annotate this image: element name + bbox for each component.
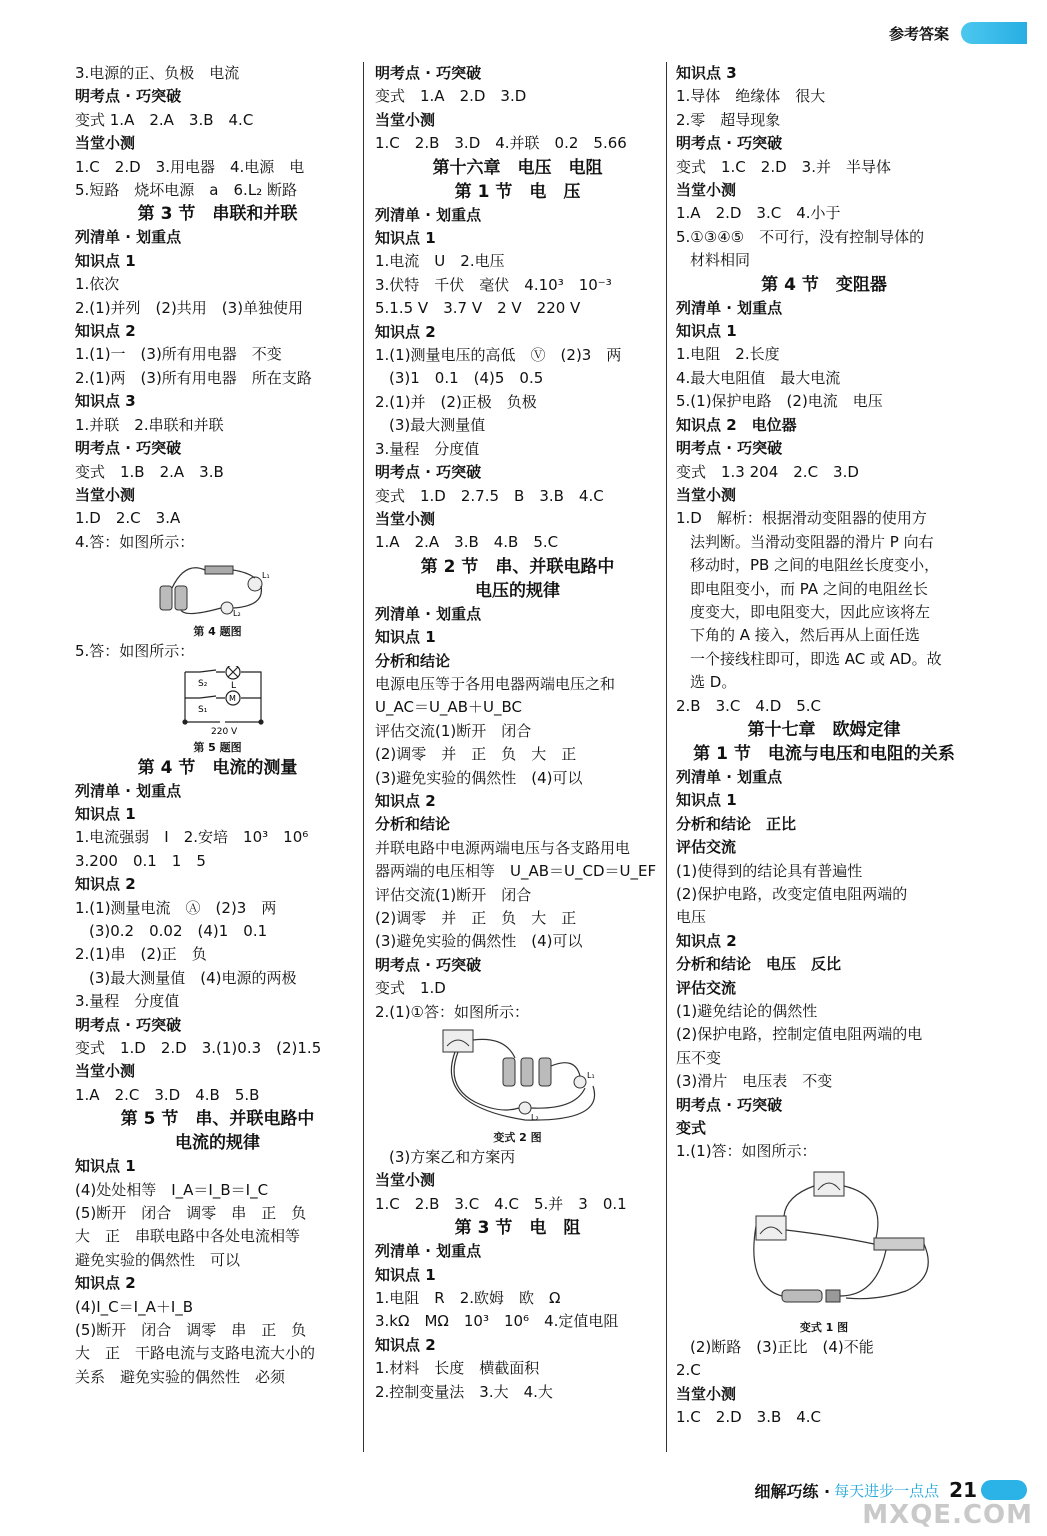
text-line: 并联电路中电源两端电压与各支路用电 [375, 838, 631, 857]
section-title: 电压的规律 [475, 580, 560, 601]
label-s1: S₁ [198, 704, 208, 715]
text-line: 4.答：如图所示： [75, 532, 195, 551]
text-line: 2.(1)并列 (2)共用 (3)单独使用 [75, 298, 304, 317]
subheading: 明考点 · 巧突破 [75, 1015, 182, 1034]
subheading: 知识点 1 [75, 1157, 136, 1176]
text-line: 2.(1)两 (3)所有用电器 所在支路 [75, 368, 312, 387]
subheading: 知识点 2 [75, 1274, 136, 1293]
figure-caption: 第 5 题图 [193, 740, 242, 754]
section-title: 第 5 节 串、并联电路中 [120, 1109, 315, 1130]
column-divider-1 [363, 62, 364, 1452]
text-line: 变式 1.A 2.A 3.B 4.C [75, 110, 254, 129]
text-line: 1.A 2.A 3.B 4.B 5.C [375, 533, 559, 552]
subheading: 评估交流 [676, 838, 737, 857]
subheading: 知识点 2 [375, 791, 436, 810]
subheading: 变式 [676, 1119, 707, 1138]
text-line: 材料相同 [690, 251, 751, 270]
subheading: 知识点 3 [676, 64, 737, 82]
text-line: (3)滑片 电压表 不变 [676, 1072, 833, 1091]
text-line: (3)方案乙和方案丙 [389, 1148, 516, 1167]
text-line: 关系 避免实验的偶然性 必须 [75, 1367, 286, 1386]
text-line: (3)最大测量值 [389, 416, 486, 435]
text-line: 1.依次 [75, 275, 120, 294]
subheading: 知识点 2 电位器 [676, 415, 797, 434]
figure-caption: 第 4 题图 [193, 625, 242, 639]
section-title: 第 1 节 电 压 [454, 181, 581, 202]
text-line: 大 正 干路电流与支路电流大小的 [75, 1344, 316, 1363]
subheading: 当堂小测 [75, 134, 136, 153]
subheading: 分析和结论 正比 [676, 814, 797, 833]
subheading: 当堂小测 [75, 1062, 136, 1081]
section-title: 第 4 节 变阻器 [761, 274, 887, 295]
text-line: 器两端的电压相等 U_AB＝U_CD＝U_EF [375, 862, 657, 881]
figure-q5 [75, 666, 360, 756]
subheading: 知识点 2 [75, 875, 136, 894]
subheading: 知识点 1 [676, 322, 737, 341]
subheading: 知识点 1 [375, 1265, 436, 1284]
page-number: 21 [949, 1478, 977, 1502]
text-line: 5.1.5 V 3.7 V 2 V 220 V [375, 299, 581, 318]
text-line: 电源电压等于各用电器两端电压之和 [375, 674, 616, 693]
text-line: 度变大，即电阻变大，因此应该将左 [690, 602, 931, 621]
text-line: 2.零 超导现象 [676, 110, 781, 129]
subheading: 明考点 · 巧突破 [676, 1095, 783, 1114]
text-line: 变式 1.3 204 2.C 3.D [676, 462, 859, 481]
text-line: (3)1 0.1 (4)5 0.5 [389, 369, 544, 388]
text-line: 1.C 2.D 3.用电器 4.电源 电 [75, 157, 305, 176]
subheading: 知识点 2 [75, 322, 136, 341]
subheading: 当堂小测 [375, 110, 436, 129]
subheading: 列清单 · 划重点 [75, 781, 182, 800]
text-line: 1.C 2.B 3.D 4.并联 0.2 5.66 [375, 134, 627, 153]
text-line: (2)保护电路，控制定值电阻两端的电 [676, 1025, 923, 1044]
subheading: 明考点 · 巧突破 [75, 87, 182, 106]
text-line: 2.B 3.C 4.D 5.C [676, 696, 822, 715]
answer-column-2 [375, 62, 660, 1404]
watermark: MXQE.COM [862, 1500, 1033, 1530]
answer-column-1 [75, 62, 360, 1389]
text-line: (2)保护电路，改变定值电阻两端的 [676, 885, 908, 903]
header-title: 参考答案 [888, 24, 949, 43]
chapter-title: 第十六章 电压 电阻 [432, 157, 603, 178]
circuit-photo-variant-2 [375, 1026, 660, 1126]
circuit-diagram-q5 [75, 666, 360, 736]
subheading: 知识点 1 [375, 628, 436, 647]
label-m: M [229, 693, 236, 703]
subheading: 知识点 1 [75, 251, 136, 270]
text-line: 1.导体 绝缘体 很大 [676, 87, 826, 106]
text-line: (3)0.2 0.02 (4)1 0.1 [89, 921, 268, 940]
figure-variant-2 [375, 1026, 660, 1146]
text-line: (2)调零 并 正 负 大 正 [375, 909, 577, 927]
text-line: 1.(1)测量电流 Ⓐ (2)3 两 [75, 898, 277, 917]
text-line: (5)断开 闭合 调零 串 正 负 [75, 1204, 307, 1223]
text-line: 5.(1)保护电路 (2)电流 电压 [676, 392, 883, 411]
subheading: 明考点 · 巧突破 [75, 439, 182, 458]
subheading: 知识点 2 [375, 322, 436, 341]
subheading: 知识点 2 [375, 1335, 436, 1354]
text-line: 3.kΩ MΩ 10³ 10⁶ 4.定值电阻 [375, 1312, 619, 1331]
label-l: L [231, 680, 237, 691]
svg-text:L₁: L₁ [262, 571, 270, 581]
subheading: 知识点 1 [375, 229, 436, 248]
subheading: 当堂小测 [375, 1171, 436, 1190]
text-line: 变式 1.D 2.D 3.(1)0.3 (2)1.5 [75, 1039, 322, 1057]
figure-caption: 变式 2 图 [493, 1131, 542, 1145]
section-title: 第 4 节 电流的测量 [137, 757, 298, 778]
text-line: (2)调零 并 正 负 大 正 [375, 745, 577, 764]
text-line: 评估交流(1)断开 闭合 [375, 721, 532, 740]
subheading: 当堂小测 [676, 1384, 737, 1403]
text-line: 变式 1.D [375, 979, 446, 998]
chapter-title: 第十七章 欧姆定律 [747, 719, 901, 740]
section-title: 电流的规律 [175, 1133, 260, 1154]
subheading: 明考点 · 巧突破 [676, 134, 783, 153]
section-title: 第 2 节 串、并联电路中 [420, 556, 615, 577]
footer-slogan: 每天进步一点点 [834, 1481, 940, 1500]
text-line: 1.(1)答：如图所示： [676, 1142, 817, 1161]
header-tab-decoration [961, 22, 1027, 44]
section-title: 第 1 节 电流与电压和电阻的关系 [693, 743, 955, 764]
circuit-photo-q4 [75, 556, 360, 620]
text-line: 即电阻变小，而 PA 之间的电阻丝长 [690, 579, 928, 598]
footer-pill-decoration [981, 1480, 1027, 1500]
page-header [889, 20, 1027, 46]
subheading: 明考点 · 巧突破 [375, 64, 482, 82]
text-line: 法判断。当滑动变阻器的滑片 P 向右 [690, 532, 934, 551]
text-line: 避免实验的偶然性 可以 [75, 1250, 241, 1269]
text-line: 下角的 A 接入，然后再从上面任选 [690, 626, 920, 645]
text-line: (5)断开 闭合 调零 串 正 负 [75, 1321, 307, 1340]
text-line: 2.(1)串 (2)正 负 [75, 945, 207, 964]
text-line: (1)使得到的结论具有普遍性 [676, 861, 863, 880]
subheading: 当堂小测 [676, 485, 737, 504]
text-line: 1.电流强弱 I 2.安培 10³ 10⁶ [75, 828, 309, 847]
subheading: 列清单 · 划重点 [676, 298, 783, 317]
text-line: 1.电阻 R 2.欧姆 欧 Ω [375, 1289, 561, 1308]
text-line: 2.(1)并 (2)正极 负极 [375, 392, 537, 411]
text-line: 1.电流 U 2.电压 [375, 252, 505, 271]
text-line: 5.①③④⑤ 不可行，没有控制导体的 [676, 227, 925, 246]
label-voltage: 220 V [211, 726, 238, 736]
answer-column-3 [676, 62, 972, 1430]
text-line: 1.并联 2.串联和并联 [75, 415, 224, 434]
text-line: 变式 1.D 2.7.5 B 3.B 4.C [375, 486, 604, 505]
text-line: 5.答：如图所示： [75, 642, 195, 661]
section-title: 第 3 节 串联和并联 [137, 204, 298, 225]
subheading: 当堂小测 [375, 509, 436, 528]
text-line: (3)避免实验的偶然性 (4)可以 [375, 768, 583, 787]
text-line: (2)断路 (3)正比 (4)不能 [690, 1337, 874, 1356]
text-line: 1.材料 长度 横截面积 [375, 1359, 540, 1378]
text-line: 1.C 2.B 3.C 4.C 5.并 3 0.1 [375, 1194, 627, 1213]
text-line: 变式 1.C 2.D 3.并 半导体 [676, 157, 891, 176]
figure-caption: 变式 1 图 [799, 1320, 849, 1334]
subheading: 列清单 · 划重点 [75, 228, 182, 247]
subheading: 列清单 · 划重点 [375, 205, 482, 224]
text-line: 3.量程 分度值 [375, 439, 480, 458]
figure-variant-1 [676, 1166, 972, 1336]
text-line: 2.C [676, 1361, 701, 1380]
text-line: 3.量程 分度值 [75, 992, 180, 1011]
text-line: 4.最大电阻值 最大电流 [676, 368, 841, 387]
text-line: 1.A 2.C 3.D 4.B 5.B [75, 1085, 260, 1104]
text-line: 1.D 2.C 3.A [75, 509, 181, 528]
text-line: 评估交流(1)断开 闭合 [375, 885, 532, 904]
subheading: 当堂小测 [75, 485, 136, 504]
text-line: 压不变 [676, 1048, 722, 1067]
text-line: 1.(1)测量电压的高低 Ⓥ (2)3 两 [375, 346, 622, 365]
text-line: 选 D。 [690, 673, 737, 692]
subheading: 知识点 2 [676, 931, 737, 950]
text-line: (4)处处相等 I_A＝I_B＝I_C [75, 1180, 269, 1199]
svg-text:L₂: L₂ [233, 609, 241, 619]
text-line: 1.(1)一 (3)所有用电器 不变 [75, 345, 282, 364]
circuit-photo-variant-1 [676, 1166, 972, 1316]
text-line: 1.A 2.D 3.C 4.小于 [676, 204, 841, 223]
text-line: 电压 [676, 908, 707, 927]
text-line: 一个接线柱即可，即选 AC 或 AD。故 [690, 649, 942, 668]
subheading: 列清单 · 划重点 [375, 1242, 482, 1261]
subheading: 明考点 · 巧突破 [375, 955, 482, 974]
page-footer [754, 1478, 1027, 1502]
svg-text:L₂: L₂ [531, 1113, 539, 1123]
text-line: (4)I_C＝I_A＋I_B [75, 1297, 194, 1316]
subheading: 当堂小测 [676, 181, 737, 200]
footer-brand: 细解巧练 · [754, 1481, 831, 1501]
text-line: 1.D 解析：根据滑动变阻器的使用方 [676, 509, 927, 528]
text-line: 移动时，PB 之间的电阻丝长度变小， [690, 556, 940, 575]
subheading: 分析和结论 [375, 651, 451, 670]
text-line: 3.伏特 千伏 毫伏 4.10³ 10⁻³ [375, 275, 612, 294]
text-line: (3)最大测量值 (4)电源的两极 [89, 968, 297, 987]
figure-q4 [75, 556, 360, 640]
subheading: 知识点 1 [75, 804, 136, 823]
subheading: 分析和结论 电压 反比 [676, 955, 842, 974]
label-s2: S₂ [198, 678, 208, 689]
subheading: 明考点 · 巧突破 [676, 439, 783, 458]
text-line: (3)避免实验的偶然性 (4)可以 [375, 932, 583, 951]
text-line: 2.控制变量法 3.大 4.大 [375, 1382, 553, 1401]
text-line: 1.C 2.D 3.B 4.C [676, 1408, 822, 1427]
text-line: 3.200 0.1 1 5 [75, 851, 206, 870]
text-line: (1)避免结论的偶然性 [676, 1002, 818, 1021]
subheading: 明考点 · 巧突破 [375, 463, 482, 482]
text-line: U_AC＝U_AB＋U_BC [375, 698, 522, 717]
subheading: 列清单 · 划重点 [676, 767, 783, 786]
subheading: 列清单 · 划重点 [375, 604, 482, 623]
text-line: 变式 1.A 2.D 3.D [375, 87, 527, 106]
subheading: 分析和结论 [375, 815, 451, 834]
text-line: 2.(1)①答：如图所示： [375, 1002, 530, 1021]
text-line: 5.短路 烧坏电源 a 6.L₂ 断路 [75, 181, 297, 200]
text-line: 大 正 串联电路中各处电流相等 [75, 1227, 301, 1246]
text-line: 变式 1.B 2.A 3.B [75, 462, 224, 481]
subheading: 知识点 3 [75, 392, 136, 411]
subheading: 知识点 1 [676, 791, 737, 810]
column-divider-2 [666, 62, 667, 1452]
svg-text:L₁: L₁ [587, 1071, 595, 1081]
text-line: 1.电阻 2.长度 [676, 345, 780, 364]
text-line: 3.电源的正、负极 电流 [75, 64, 240, 82]
section-title: 第 3 节 电 阻 [454, 1218, 581, 1239]
subheading: 评估交流 [676, 978, 737, 997]
